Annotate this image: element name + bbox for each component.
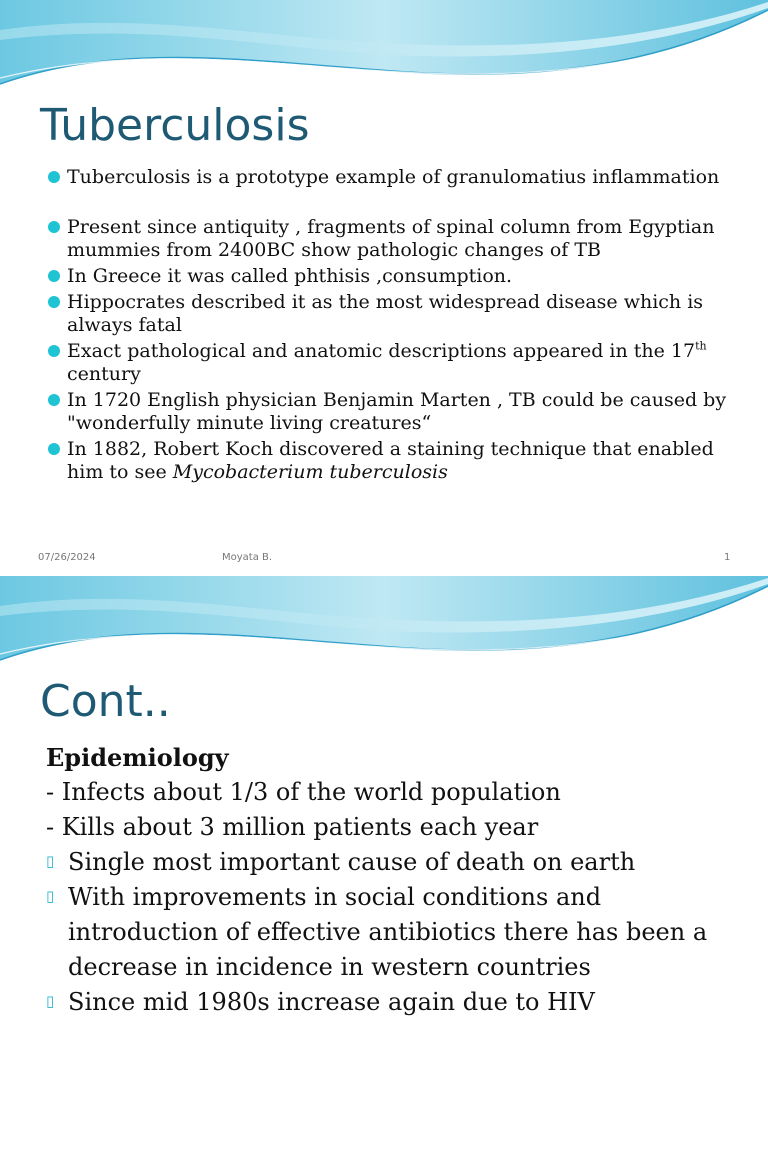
bullet-list bbox=[48, 166, 738, 487]
filled-circle-bullet-icon bbox=[48, 443, 60, 455]
footer-author: Moyata B. bbox=[222, 552, 273, 563]
bullet-text: With improvements in social conditions and introduction of effective antibiotics there has been a decrease in incidence in western countries bbox=[68, 883, 708, 981]
bullet-text-before: Exact pathological and anatomic descriptions appeared in the 17 bbox=[67, 340, 696, 362]
list-item bbox=[46, 985, 746, 1020]
dash-line: - Infects about 1/3 of the world population bbox=[46, 778, 561, 806]
dash-line: - Kills about 3 million patients each year bbox=[46, 813, 539, 841]
hollow-square-bullet-icon: ▯ bbox=[46, 852, 55, 870]
list-item bbox=[46, 845, 746, 880]
filled-circle-bullet-icon bbox=[48, 394, 60, 406]
list-item bbox=[46, 880, 746, 985]
list-item bbox=[48, 438, 738, 484]
filled-circle-bullet-icon bbox=[48, 296, 60, 308]
slide-2-body bbox=[46, 740, 746, 1020]
section-heading: Epidemiology bbox=[46, 743, 229, 772]
filled-circle-bullet-icon bbox=[48, 221, 60, 233]
bullet-list bbox=[46, 845, 746, 1020]
species-name: Mycobacterium tuberculosis bbox=[172, 461, 448, 483]
bullet-text-after: century bbox=[67, 363, 141, 385]
filled-circle-bullet-icon bbox=[48, 270, 60, 282]
bullet-text: In Greece it was called phthisis ,consumption. bbox=[67, 265, 513, 287]
list-item bbox=[48, 389, 738, 435]
filled-circle-bullet-icon bbox=[48, 345, 60, 357]
list-item bbox=[48, 166, 738, 189]
footer-date: 07/26/2024 bbox=[38, 552, 96, 563]
wave-header-decoration bbox=[0, 576, 768, 676]
superscript: th bbox=[695, 339, 707, 353]
bullet-text: Hippocrates described it as the most widespread disease which is always fatal bbox=[67, 291, 704, 336]
footer-page-number: 1 bbox=[724, 552, 731, 563]
slide-title: Tuberculosis bbox=[40, 100, 310, 151]
list-item bbox=[48, 216, 738, 262]
bullet-text: Present since antiquity , fragments of spinal column from Egyptian mummies from 2400BC show pathologic changes of TB bbox=[67, 216, 715, 261]
wave-header-decoration bbox=[0, 0, 768, 100]
filled-circle-bullet-icon bbox=[48, 171, 60, 183]
bullet-text: Tuberculosis is a prototype example of granulomatius inflammation bbox=[67, 166, 720, 188]
hollow-square-bullet-icon: ▯ bbox=[46, 992, 55, 1010]
hollow-square-bullet-icon: ▯ bbox=[46, 887, 55, 905]
bullet-text: Single most important cause of death on earth bbox=[68, 848, 636, 876]
bullet-text: Since mid 1980s increase again due to HIV bbox=[68, 988, 595, 1016]
list-item bbox=[48, 340, 738, 386]
bullet-text-before: In 1882, Robert Koch discovered a staining technique that enabled him to see bbox=[67, 438, 714, 483]
slide-title: Cont.. bbox=[40, 676, 171, 727]
list-item bbox=[48, 265, 738, 288]
bullet-text: In 1720 English physician Benjamin Marten , TB could be caused by "wonderfully minute living creatures“ bbox=[67, 389, 727, 434]
list-item bbox=[48, 291, 738, 337]
